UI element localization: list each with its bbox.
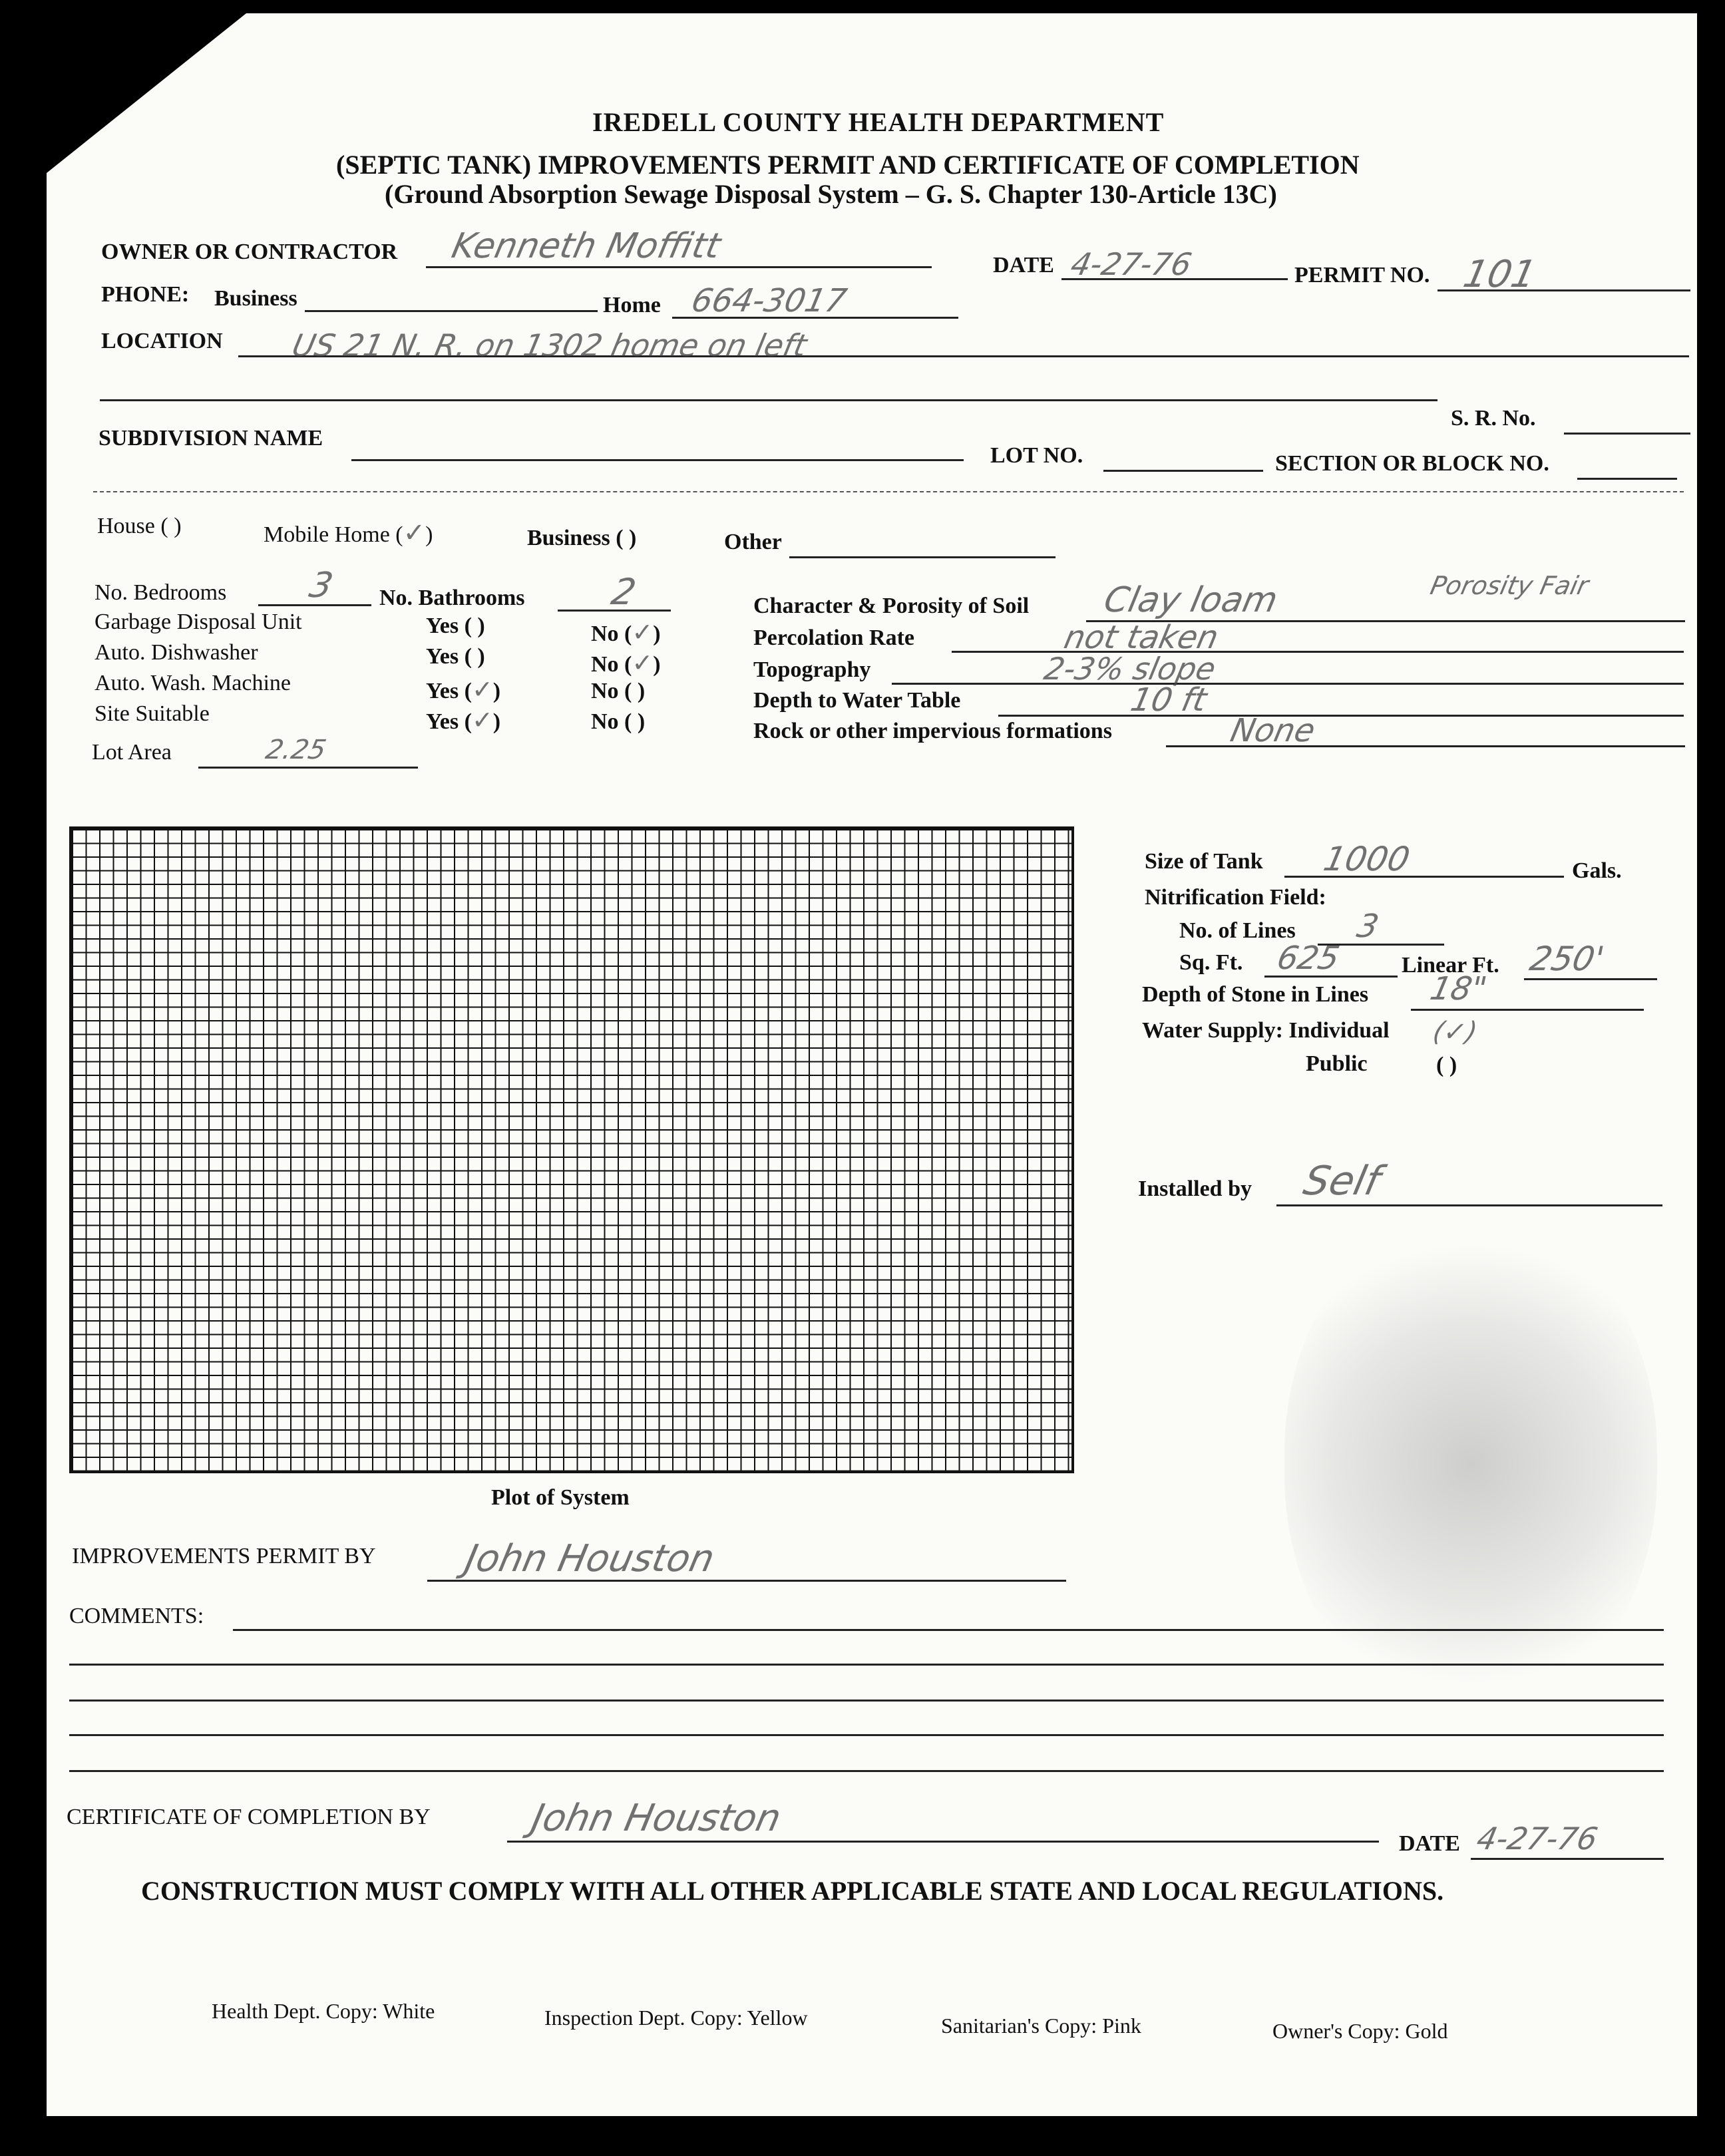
home-phone-label: Home	[603, 293, 661, 317]
certificate-line	[507, 1841, 1379, 1843]
tank-size-label: Size of Tank	[1145, 849, 1263, 874]
water-table-label: Depth to Water Table	[753, 688, 961, 713]
garbage-yes[interactable]: Yes ( )	[426, 614, 485, 638]
garbage-no-label: No (	[591, 622, 632, 646]
business-phone-label: Business	[214, 286, 297, 311]
washer-yes-close: )	[492, 679, 501, 703]
form-title: (SEPTIC TANK) IMPROVEMENTS PERMIT AND CERTIFICATE OF COMPLETION	[336, 150, 1360, 180]
other-line	[789, 556, 1055, 558]
comments-line-4[interactable]	[69, 1734, 1664, 1736]
plot-caption: Plot of System	[491, 1485, 630, 1510]
topography-line	[892, 683, 1684, 685]
mobile-home-label: Mobile Home (	[264, 522, 403, 547]
certificate-date-value[interactable]: 4-27-76	[1473, 1821, 1601, 1857]
mobile-home-mark: ✓	[403, 518, 426, 548]
stone-depth-line	[1411, 1009, 1644, 1011]
mobile-home-close: )	[425, 522, 433, 547]
site-yes-close: )	[492, 709, 501, 734]
regulations-notice: CONSTRUCTION MUST COMPLY WITH ALL OTHER APPLICABLE STATE AND LOCAL REGULATIONS.	[141, 1876, 1444, 1906]
health-copy: Health Dept. Copy: White	[212, 1999, 435, 2023]
topography-label: Topography	[753, 657, 871, 682]
site-yes-label: Yes (	[426, 709, 472, 734]
torn-corner	[47, 13, 246, 173]
permit-label: PERMIT NO.	[1294, 263, 1430, 287]
owner-line	[426, 266, 932, 268]
soil-porosity-value[interactable]: Porosity Fair	[1428, 571, 1591, 600]
washer-no[interactable]: No ( )	[591, 679, 646, 703]
certificate-date-label: DATE	[1399, 1831, 1460, 1856]
plot-grid[interactable]	[69, 826, 1074, 1473]
water-table-value[interactable]: 10 ft	[1127, 681, 1211, 719]
stain	[1284, 1211, 1657, 1717]
subdivision-line	[351, 459, 964, 461]
lot-area-label: Lot Area	[92, 740, 172, 765]
permit-by-signature: John Houston	[461, 1537, 719, 1580]
washer-yes-mark: ✓	[471, 675, 493, 704]
stone-depth-value[interactable]: 18"	[1427, 970, 1491, 1007]
divider	[93, 491, 1684, 492]
permit-by-label: IMPROVEMENTS PERMIT BY	[72, 1544, 376, 1568]
date-label: DATE	[993, 253, 1054, 277]
bathrooms-value[interactable]: 2	[608, 571, 640, 613]
stone-depth-label: Depth of Stone in Lines	[1142, 982, 1369, 1007]
dishwasher-no-mark: ✓	[632, 648, 654, 677]
sqft-value[interactable]: 625	[1274, 940, 1343, 977]
inspection-copy: Inspection Dept. Copy: Yellow	[544, 2006, 808, 2030]
home-phone-value[interactable]: 664-3017	[688, 282, 851, 319]
owner-value[interactable]: Kenneth Moffitt	[448, 226, 724, 266]
gals-label: Gals.	[1572, 858, 1622, 883]
washer-label: Auto. Wash. Machine	[95, 671, 291, 695]
linear-ft-value[interactable]: 250'	[1526, 940, 1608, 978]
linear-ft-label: Linear Ft.	[1402, 953, 1499, 978]
site-suitable-label: Site Suitable	[95, 701, 210, 726]
owner-label: OWNER OR CONTRACTOR	[101, 240, 398, 264]
certificate-signature: John Houston	[528, 1797, 785, 1840]
comments-line-5[interactable]	[69, 1770, 1664, 1772]
sr-label: S. R. No.	[1451, 406, 1536, 431]
water-individual-value[interactable]: (✓)	[1430, 1017, 1480, 1047]
installed-by-label: Installed by	[1138, 1176, 1252, 1201]
nitrification-label: Nitrification Field:	[1145, 885, 1326, 910]
lines-label: No. of Lines	[1179, 918, 1296, 943]
comments-label: COMMENTS:	[69, 1604, 204, 1628]
soil-character-value[interactable]: Clay loam	[1100, 580, 1282, 620]
linear-ft-line	[1524, 978, 1657, 980]
department-title: IREDELL COUNTY HEALTH DEPARTMENT	[592, 107, 1165, 137]
other-option: Other	[724, 530, 782, 554]
sanitarian-copy: Sanitarian's Copy: Pink	[941, 2014, 1141, 2038]
garbage-no-mark: ✓	[632, 618, 654, 647]
form-subtitle: (Ground Absorption Sewage Disposal System – G. S. Chapter 130-Article 13C)	[385, 179, 1277, 209]
owner-copy: Owner's Copy: Gold	[1272, 2019, 1448, 2043]
business-option[interactable]: Business ( )	[527, 526, 637, 550]
phone-label: PHONE:	[101, 282, 190, 307]
site-yes-mark: ✓	[471, 705, 493, 735]
section-label: SECTION OR BLOCK NO.	[1275, 451, 1549, 476]
date-value[interactable]: 4-27-76	[1067, 246, 1195, 282]
lines-value[interactable]: 3	[1354, 908, 1382, 945]
certificate-label: CERTIFICATE OF COMPLETION BY	[67, 1805, 431, 1829]
tank-size-value[interactable]: 1000	[1320, 840, 1414, 878]
dishwasher-no-close: )	[653, 652, 661, 677]
dishwasher-yes[interactable]: Yes ( )	[426, 644, 485, 669]
topography-value[interactable]: 2-3% slope	[1041, 651, 1219, 687]
comments-line-1[interactable]	[233, 1629, 1664, 1631]
mobile-home-option[interactable]	[264, 518, 433, 548]
lot-no-label: LOT NO.	[990, 443, 1083, 468]
perc-rate-label: Percolation Rate	[753, 626, 915, 650]
sr-line	[1564, 433, 1690, 435]
perc-rate-value[interactable]: not taken	[1061, 619, 1222, 656]
bathrooms-label: No. Bathrooms	[379, 586, 525, 610]
installed-by-value[interactable]: Self	[1299, 1158, 1385, 1204]
subdivision-label: SUBDIVISION NAME	[98, 426, 323, 450]
garbage-no-close: )	[653, 622, 661, 646]
business-phone-line	[305, 310, 598, 312]
location-label: LOCATION	[101, 329, 223, 353]
sqft-label: Sq. Ft.	[1179, 950, 1243, 975]
rock-value[interactable]: None	[1227, 712, 1319, 749]
permit-value[interactable]: 101	[1459, 253, 1540, 296]
dishwasher-no[interactable]	[591, 648, 661, 677]
water-supply-label: Water Supply: Individual	[1142, 1018, 1390, 1043]
comments-line-3[interactable]	[69, 1700, 1664, 1702]
certificate-date-line	[1471, 1858, 1664, 1860]
rock-label: Rock or other impervious formations	[753, 719, 1112, 743]
water-table-line	[998, 715, 1684, 717]
washer-yes-label: Yes (	[426, 679, 472, 703]
location-line-2	[100, 399, 1438, 401]
dishwasher-label: Auto. Dishwasher	[95, 640, 258, 665]
installed-by-line	[1276, 1204, 1662, 1206]
public-label: Public	[1306, 1051, 1368, 1076]
site-suitable-no[interactable]: No ( )	[591, 709, 646, 734]
house-option[interactable]: House ( )	[97, 514, 182, 538]
section-line	[1577, 478, 1677, 480]
dishwasher-no-label: No (	[591, 652, 632, 677]
site-suitable-yes[interactable]	[426, 705, 500, 735]
lot-no-line	[1103, 470, 1263, 472]
garbage-label: Garbage Disposal Unit	[95, 610, 302, 634]
washer-yes[interactable]	[426, 675, 500, 704]
public-value[interactable]: ( )	[1436, 1053, 1457, 1077]
comments-line-2[interactable]	[69, 1664, 1664, 1666]
bedrooms-value[interactable]: 3	[305, 566, 337, 606]
lot-area-line	[198, 767, 418, 769]
bedrooms-label: No. Bedrooms	[95, 580, 227, 605]
garbage-no[interactable]	[591, 618, 661, 647]
soil-character-label: Character & Porosity of Soil	[753, 594, 1030, 618]
location-value[interactable]: US 21 N. R. on 1302 home on left	[289, 327, 811, 363]
lot-area-value[interactable]: 2.25	[263, 735, 329, 765]
